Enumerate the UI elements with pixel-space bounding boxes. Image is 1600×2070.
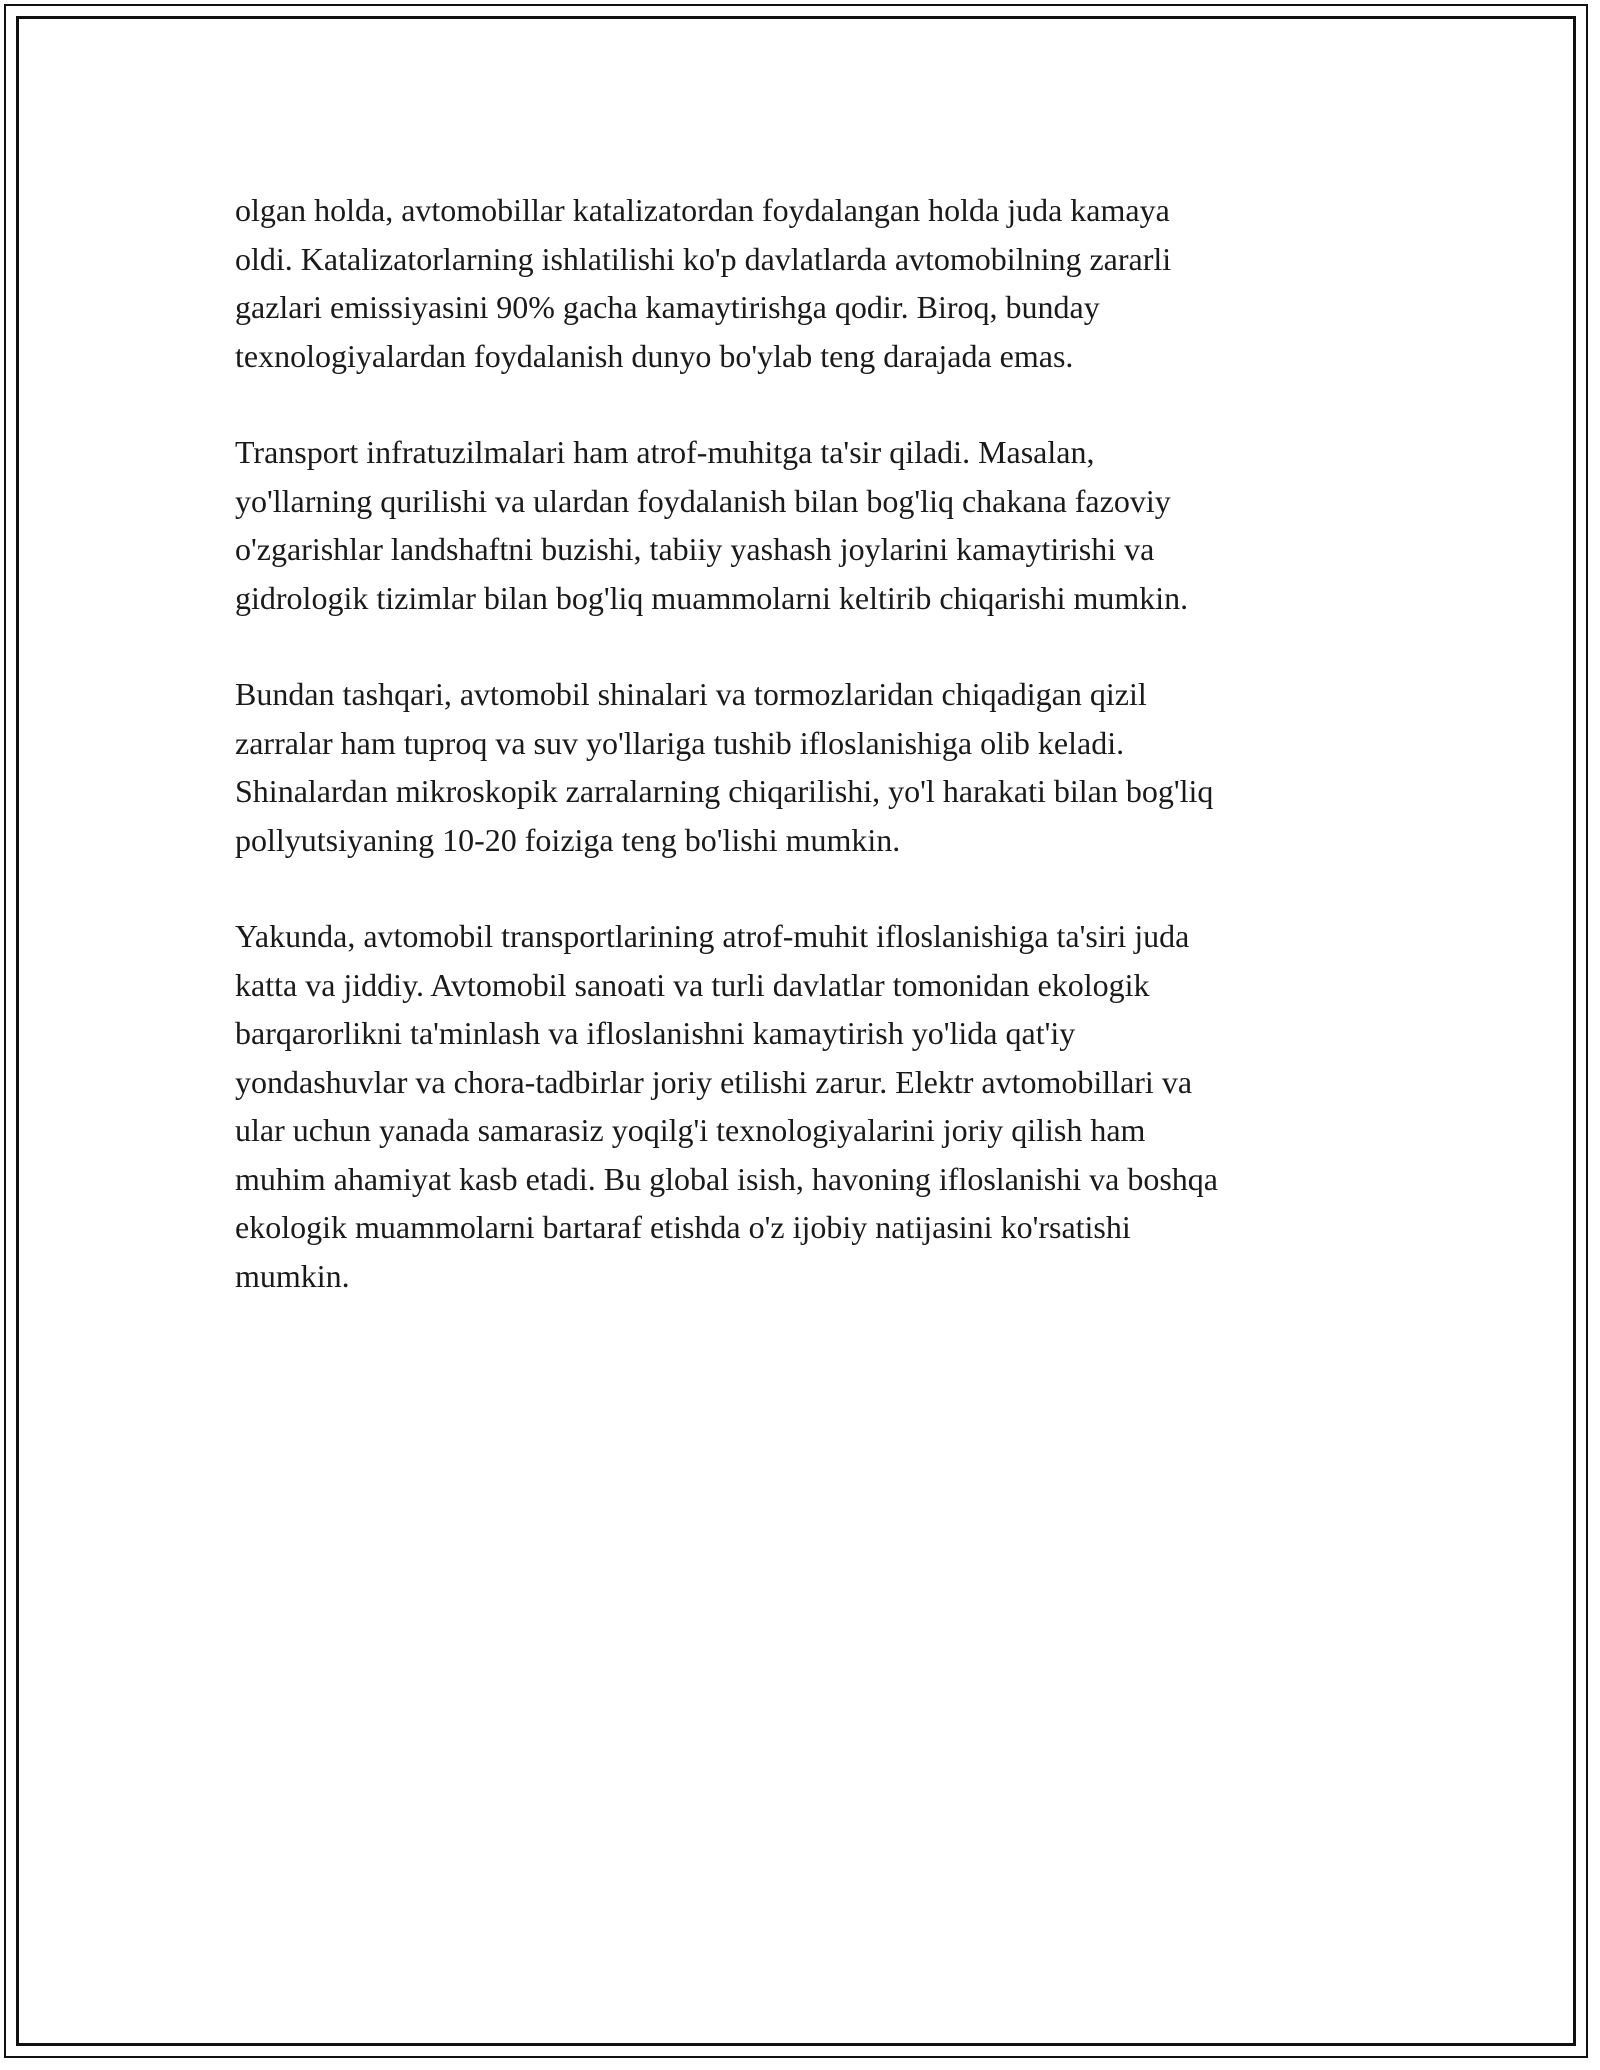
paragraph-conclusion: Yakunda, avtomobil transportlarining atrof-muhit ifloslanishiga ta'siri juda katta va jiddiy. Avtomobil sanoati va turli davlatlar tomonidan ekologik barqarorlikni ta'minlash va ifloslanishni kamaytirish yo'lida qat'iy yondashuvlar va chora-tadbirlar joriy etilishi zarur. Elektr avtomobillari va ular uchun yanada samarasiz yoqilg'i texnologiyalarini joriy qilish ham muhim ahamiyat kasb etadi. Bu global isish, havoning ifloslanishi va boshqa ekologik muammolarni bartaraf etishda o'z ijobiy natijasini ko'rsatishi mumkin. bbox=[235, 918, 1218, 1294]
paragraph-infrastructure: Transport infratuzilmalari ham atrof-muhitga ta'sir qiladi. Masalan, yo'llarning qurilishi va ulardan foydalanish bilan bog'liq chakana fazoviy o'zgarishlar landshaftni buzishi, tabiiy yashash joylarini kamaytirishi va gidrologik tizimlar bilan bog'liq muammolarni keltirib chiqarishi mumkin. bbox=[235, 434, 1189, 616]
paragraph-catalysts: olgan holda, avtomobillar katalizatordan foydalangan holda juda kamaya oldi. Katalizatorlarning ishlatilishi ko'p davlatlarda avtomobilning zararli gazlari emissiyasini 90% gacha kamaytirishga qodir. Biroq, bunday texnologiyalardan foydalanish dunyo bo'ylab teng darajada emas. bbox=[235, 192, 1172, 374]
document-body bbox=[235, 186, 1375, 1348]
paragraph-tire-particles: Bundan tashqari, avtomobil shinalari va tormozlaridan chiqadigan qizil zarralar ham tuproq va suv yo'llariga tushib ifloslanishiga olib keladi. Shinalardan mikroskopik zarralarning chiqarilishi, yo'l harakati bilan bog'liq pollyutsiyaning 10-20 foiziga teng bo'lishi mumkin. bbox=[235, 676, 1214, 858]
